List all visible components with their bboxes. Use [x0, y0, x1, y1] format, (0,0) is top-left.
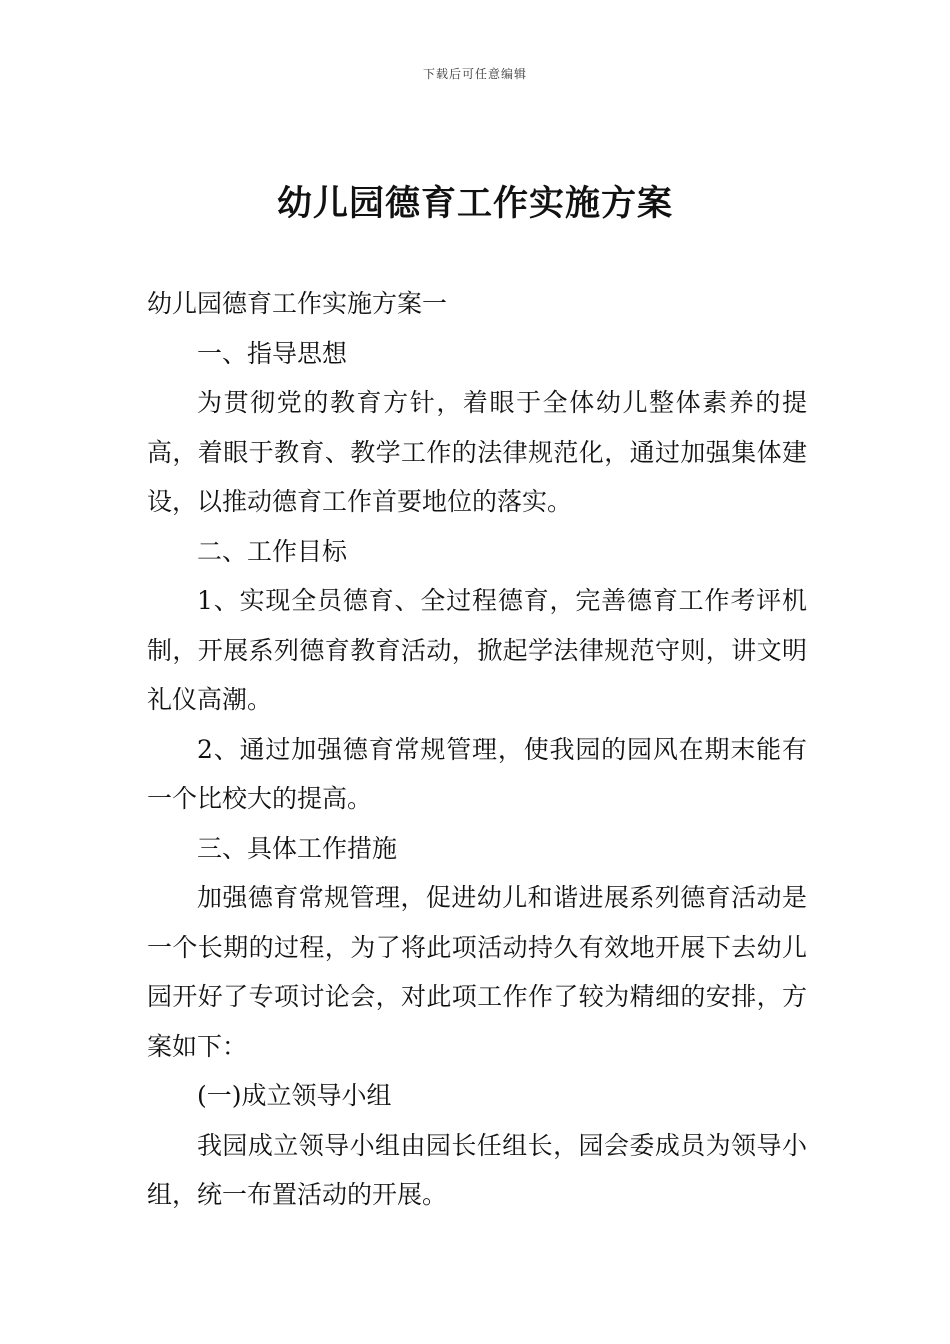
section-heading-work-goals: 二、工作目标 [197, 536, 348, 566]
header-note: 下载后可任意编辑 [422, 67, 527, 81]
paragraph-measures: 加强德育常规管理，促进幼儿和谐进展系列德育活动是一个长期的过程，为了将此项活动持久有效地开展下去幼儿园开好了专项讨论会，对此项工作作了较为精细的安排，方案如下： [147, 883, 807, 1061]
paragraph-goal-1: 1、实现全员德育、全过程德育，完善德育工作考评机制，开展系列德育教育活动，掀起学法律规范守则，讲文明礼仪高潮。 [147, 586, 807, 714]
paragraph-guiding-ideology: 为贯彻党的教育方针，着眼于全体幼儿整体素养的提高，着眼于教育、教学工作的法律规范化，通过加强集体建设，以推动德育工作首要地位的落实。 [147, 388, 807, 516]
document-body [147, 279, 807, 1220]
paragraph-goal-2: 2、通过加强德育常规管理，使我园的园风在期末能有一个比校大的提高。 [147, 734, 807, 813]
section-heading-measures: 三、具体工作措施 [197, 833, 398, 863]
subsection-heading-leadership-group: (一)成立领导小组 [197, 1081, 392, 1110]
document-title: 幼儿园德育工作实施方案 [276, 184, 673, 224]
paragraph-leadership-group: 我园成立领导小组由园长任组长，园会委成员为领导小组，统一布置活动的开展。 [147, 1130, 807, 1209]
section-heading-guiding-ideology: 一、指导思想 [197, 338, 348, 368]
paragraph-subtitle: 幼儿园德育工作实施方案一 [147, 289, 448, 318]
